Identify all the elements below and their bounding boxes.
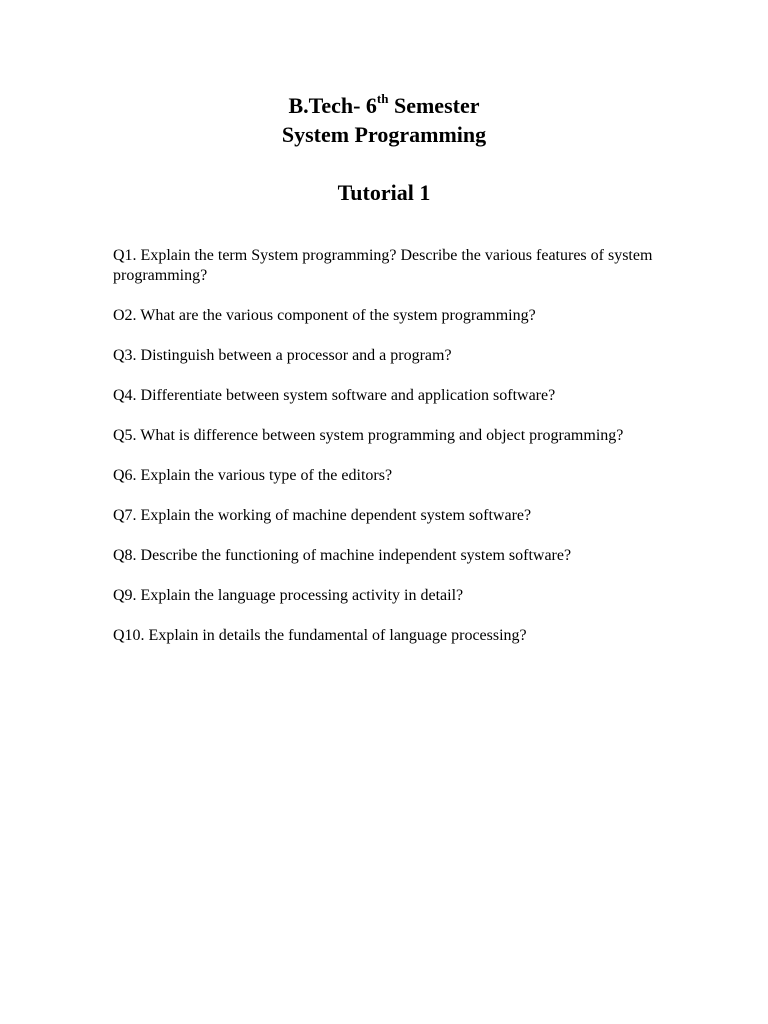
question-6: Q6. Explain the various type of the editors?: [113, 467, 393, 484]
question-7: Q7. Explain the working of machine dependent system software?: [113, 507, 532, 524]
semester-heading-superscript: th: [376, 90, 389, 106]
subject-heading: System Programming: [281, 122, 487, 147]
semester-heading-suffix: Semester: [388, 93, 480, 118]
semester-heading: [0, 92, 768, 120]
question-list: [113, 246, 673, 666]
question-1: Q1. Explain the term System programming? Describe the various features of system programming?: [113, 247, 653, 284]
question-5: Q5. What is difference between system programming and object programming?: [113, 427, 624, 444]
question-9: Q9. Explain the language processing activity in detail?: [113, 587, 464, 604]
question-10: Q10. Explain in details the fundamental of language processing?: [113, 627, 527, 644]
question-3: Q3. Distinguish between a processor and a program?: [113, 347, 452, 364]
question-2: O2. What are the various component of the system programming?: [113, 307, 536, 324]
question-4: Q4. Differentiate between system software and application software?: [113, 387, 556, 404]
question-8: Q8. Describe the functioning of machine independent system software?: [113, 547, 572, 564]
tutorial-title: Tutorial 1: [337, 180, 431, 205]
semester-heading-prefix: B.Tech- 6: [288, 93, 377, 118]
